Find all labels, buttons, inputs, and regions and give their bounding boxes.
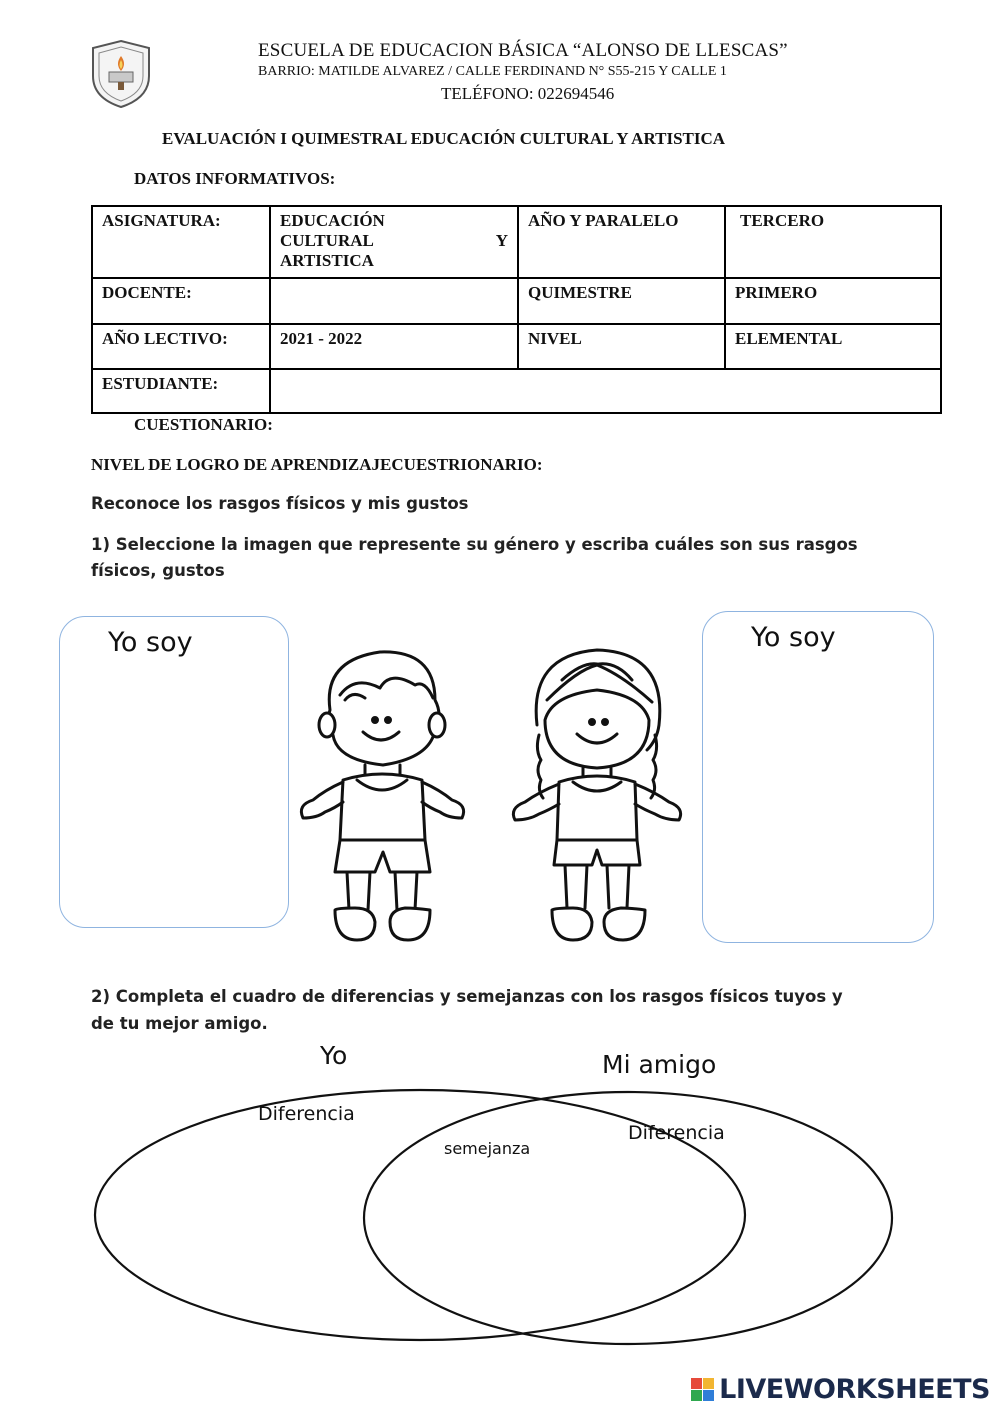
school-seal-logo	[85, 38, 157, 110]
answer-box-right-label: Yo soy	[751, 622, 836, 653]
nivel-label: NIVEL	[518, 324, 725, 369]
answer-box-left-label: Yo soy	[108, 627, 193, 658]
asignatura-value	[270, 206, 518, 278]
question-1-line-1: 1) Seleccione la imagen que represente su género y escriba cuáles son sus rasgos	[91, 535, 858, 554]
girl-illustration[interactable]	[507, 640, 692, 950]
quimestre-value: PRIMERO	[725, 278, 941, 324]
table-row	[92, 369, 941, 413]
table-row	[92, 206, 941, 278]
table-row	[92, 324, 941, 369]
table-row	[92, 278, 941, 324]
asignatura-line-1: EDUCACIÓN	[280, 211, 385, 230]
anio-lectivo-value: 2021 - 2022	[270, 324, 518, 369]
asignatura-line-3: ARTISTICA	[280, 251, 374, 270]
venn-right-title: Mi amigo	[602, 1050, 717, 1079]
quimestre-label: QUIMESTRE	[518, 278, 725, 324]
asignatura-line-2: CULTURAL	[280, 231, 374, 250]
info-table	[91, 205, 942, 414]
docente-value[interactable]	[270, 278, 518, 324]
anio-paralelo-label: AÑO Y PARALELO	[518, 206, 725, 278]
question-2-line-2: de tu mejor amigo.	[91, 1014, 268, 1033]
asignatura-label: ASIGNATURA:	[92, 206, 270, 278]
answer-box-right[interactable]	[702, 611, 934, 943]
school-phone: TELÉFONO: 022694546	[441, 84, 615, 103]
nivel-value: ELEMENTAL	[725, 324, 941, 369]
estudiante-label: ESTUDIANTE:	[92, 369, 270, 413]
question-2-line-1	[91, 987, 843, 1006]
question-2-text: ) Completa el cuadro de diferencias y semejanzas con los rasgos físicos tuyos y	[102, 987, 843, 1006]
boy-illustration[interactable]	[295, 640, 470, 950]
liveworksheets-wordmark: LIVEWORKSHEETS	[719, 1374, 990, 1405]
question-2-number: 2	[91, 987, 103, 1006]
venn-right-region-label: Diferencia	[628, 1122, 725, 1144]
question-1-line-2: físicos, gustos	[91, 561, 225, 580]
liveworksheets-logo[interactable]	[691, 1374, 990, 1405]
school-name: ESCUELA DE EDUCACION BÁSICA “ALONSO DE LLESCAS”	[258, 40, 788, 61]
venn-left-region-label: Diferencia	[258, 1103, 355, 1125]
exam-title: EVALUACIÓN I QUIMESTRAL EDUCACIÓN CULTURAL Y ARTISTICA	[162, 129, 726, 148]
nivel-logro-heading: NIVEL DE LOGRO DE APRENDIZAJECUESTRIONARIO:	[91, 455, 543, 474]
venn-diagram	[90, 1080, 900, 1350]
docente-label: DOCENTE:	[92, 278, 270, 324]
school-address: BARRIO: MATILDE ALVAREZ / CALLE FERDINAND N° S55-215 Y CALLE 1	[258, 64, 727, 79]
estudiante-value[interactable]	[270, 369, 941, 413]
answer-box-left[interactable]	[59, 616, 289, 928]
venn-center-region-label: semejanza	[444, 1139, 531, 1158]
asignatura-line-2-row	[280, 231, 508, 251]
cuestionario-heading: CUESTIONARIO:	[134, 415, 273, 434]
asignatura-conjunction: Y	[495, 231, 508, 250]
anio-paralelo-value: TERCERO	[725, 206, 941, 278]
venn-left-title: Yo	[320, 1041, 348, 1070]
liveworksheets-badge-icon	[691, 1378, 714, 1401]
datos-heading: DATOS INFORMATIVOS:	[134, 169, 336, 188]
anio-lectivo-label: AÑO LECTIVO:	[92, 324, 270, 369]
subtitle: Reconoce los rasgos físicos y mis gustos	[91, 494, 469, 513]
